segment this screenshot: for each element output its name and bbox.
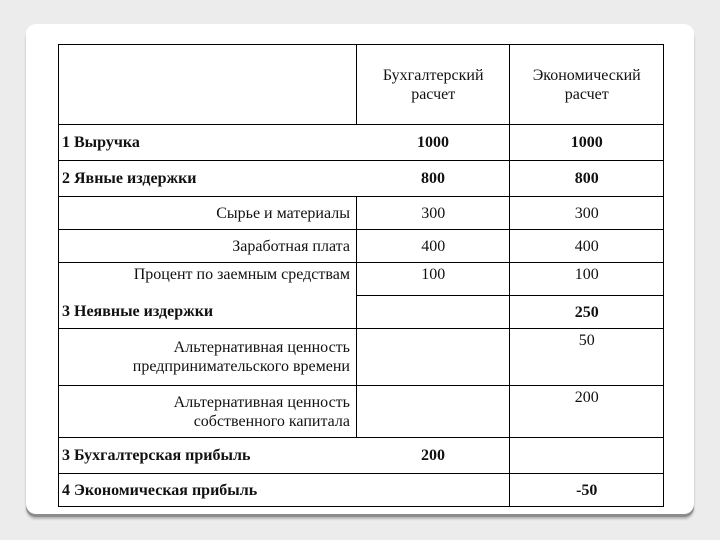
- row-economic-value: 300: [510, 197, 664, 230]
- row-accounting-value: 800: [356, 161, 510, 197]
- row-accounting-value: [356, 474, 510, 507]
- header-economic: [510, 45, 664, 125]
- table-row: [59, 386, 664, 438]
- profit-table: [58, 44, 664, 507]
- row-accounting-value: 1000: [356, 125, 510, 161]
- row-accounting-value: 100: [356, 263, 510, 296]
- row-economic-value: 250: [510, 296, 664, 329]
- table-row: [59, 329, 664, 386]
- row-economic-value: [510, 438, 664, 474]
- header-row: [59, 45, 664, 125]
- row-accounting-value: [356, 386, 510, 438]
- row-accounting-value: [356, 296, 510, 329]
- row-label: Процент по заемным средствам: [59, 263, 357, 296]
- row-label: 3 Бухгалтерская прибыль: [59, 438, 357, 474]
- header-economic-line1: Экономический: [532, 66, 641, 84]
- row-label: 4 Экономическая прибыль: [59, 474, 357, 507]
- table-row: [59, 474, 664, 507]
- row-accounting-value: 200: [356, 438, 510, 474]
- row-economic-value: 400: [510, 230, 664, 263]
- table-row: [59, 125, 664, 161]
- table-row: [59, 161, 664, 197]
- row-label: 2 Явные издержки: [59, 161, 357, 197]
- row-label: Заработная плата: [59, 230, 357, 263]
- row-economic-value: -50: [510, 474, 664, 507]
- row-economic-value: 100: [510, 263, 664, 296]
- header-accounting-line2: расчет: [411, 85, 456, 103]
- row-label: 3 Неявные издержки: [59, 296, 357, 329]
- row-label: [59, 386, 357, 438]
- row-label: 1 Выручка: [59, 125, 357, 161]
- table-row: [59, 197, 664, 230]
- row-economic-value: 800: [510, 161, 664, 197]
- slide: [26, 24, 694, 514]
- header-economic-line2: расчет: [564, 85, 609, 103]
- row-economic-value: 200: [510, 386, 664, 438]
- row-accounting-value: 300: [356, 197, 510, 230]
- row-economic-value: 50: [510, 329, 664, 386]
- header-accounting: [356, 45, 510, 125]
- row-accounting-value: 400: [356, 230, 510, 263]
- row-accounting-value: [356, 329, 510, 386]
- table-row: [59, 230, 664, 263]
- table-row: [59, 438, 664, 474]
- row-label-line2: предпринимательского времени: [132, 358, 350, 375]
- row-label: [59, 329, 357, 386]
- row-label-line1: Альтернативная ценность: [173, 393, 350, 411]
- row-economic-value: 1000: [510, 125, 664, 161]
- row-label-line1: Альтернативная ценность: [173, 339, 350, 356]
- row-label-line2: собственного капитала: [193, 412, 350, 430]
- row-label: Сырье и материалы: [59, 197, 357, 230]
- table-row: [59, 263, 664, 296]
- header-accounting-line1: Бухгалтерский: [382, 66, 484, 84]
- header-empty-cell: [59, 45, 357, 125]
- table-row: [59, 296, 664, 329]
